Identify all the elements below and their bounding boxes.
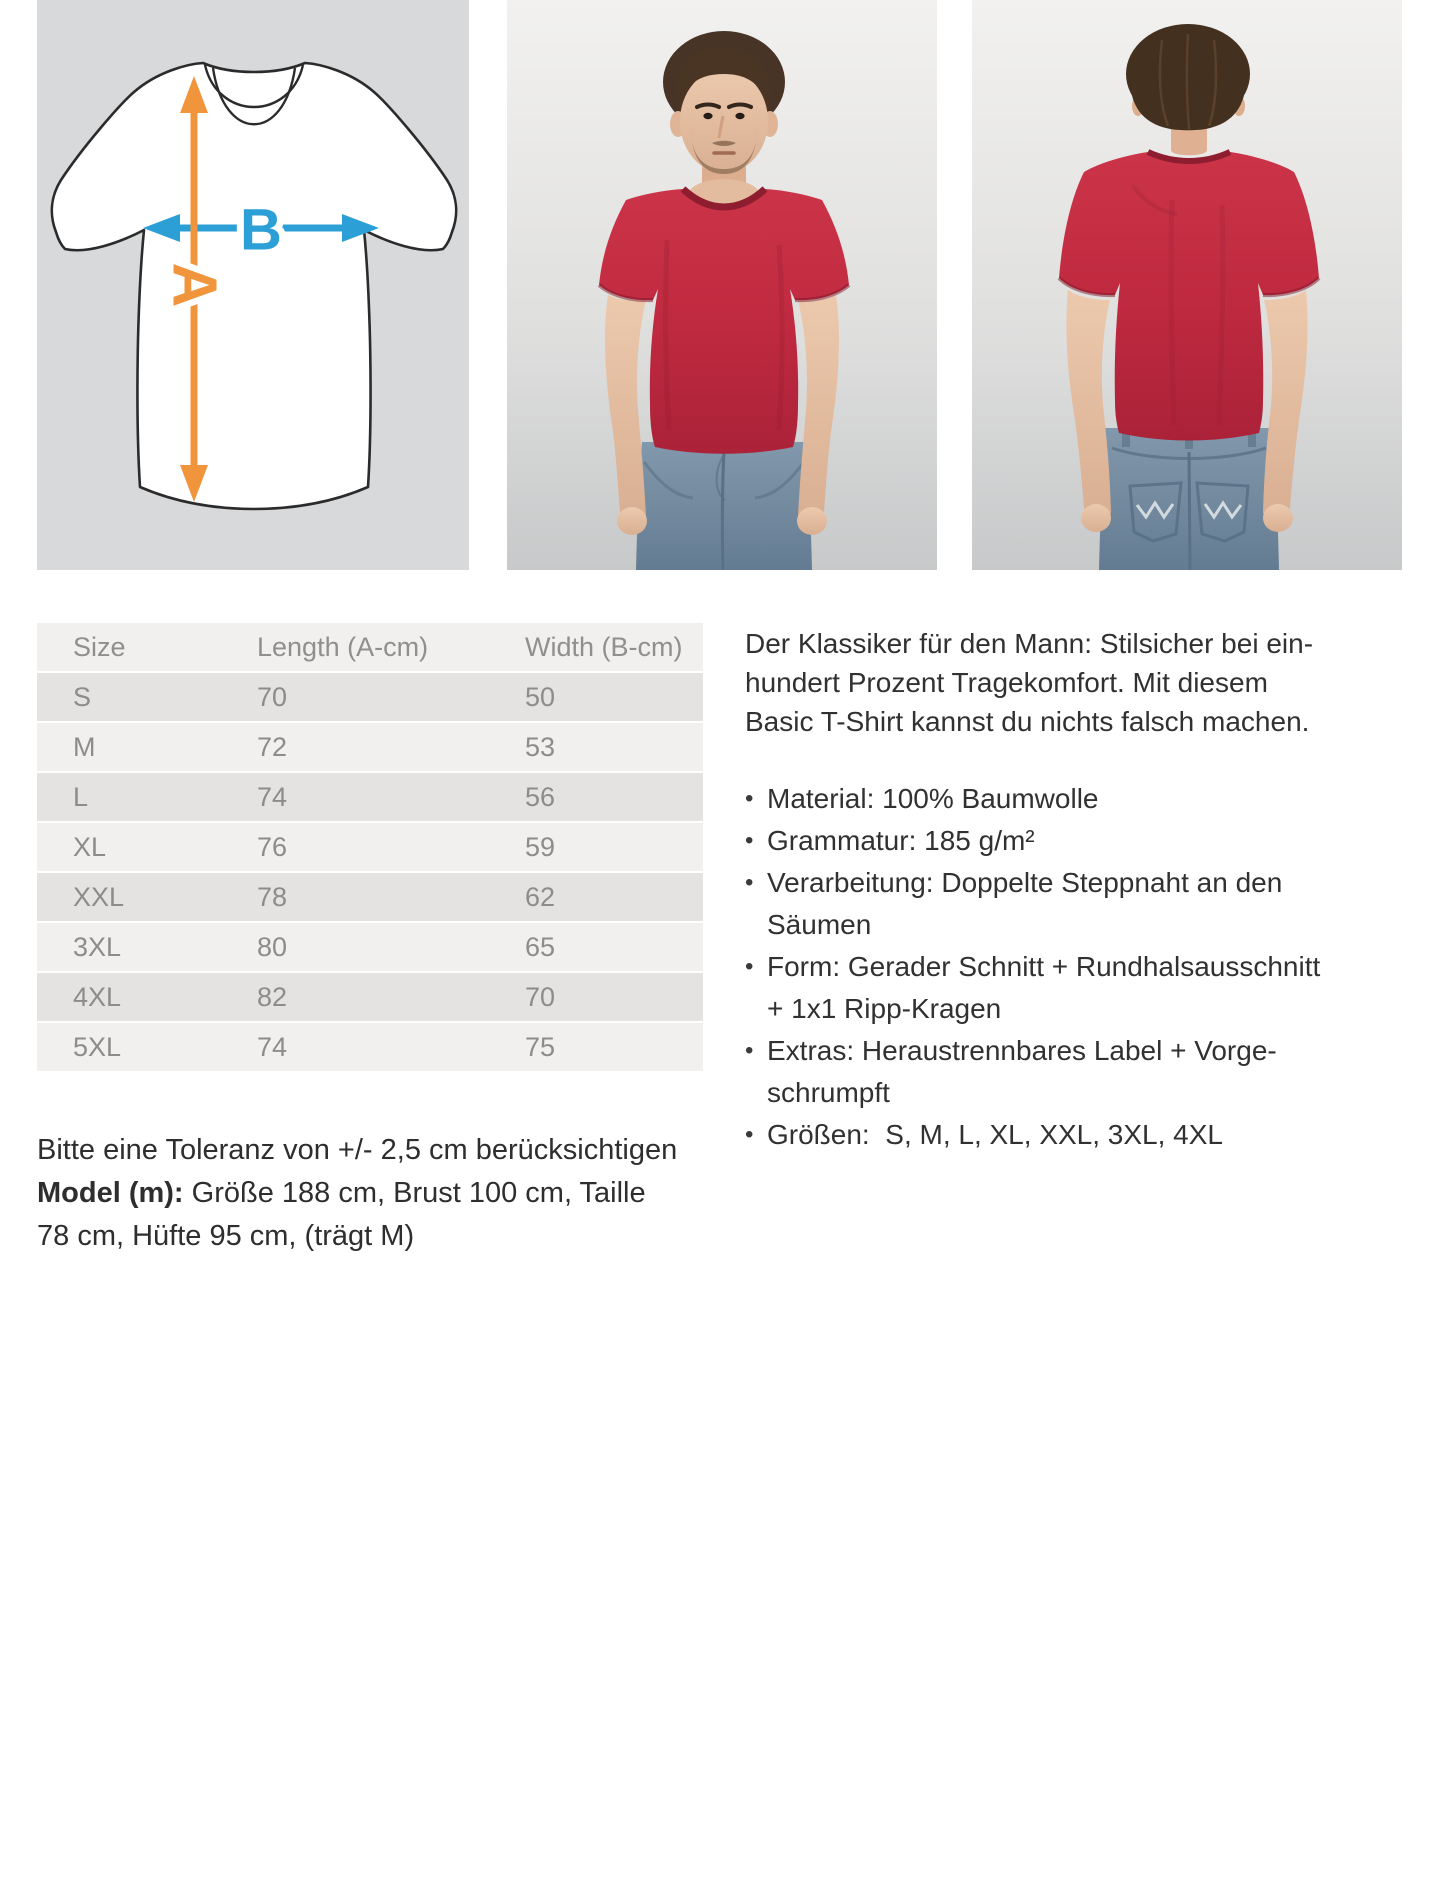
length-cell: 80 — [257, 931, 288, 962]
size-table — [37, 623, 703, 1073]
intro-line: Basic T-Shirt kannst du nichts falsch machen. — [745, 706, 1310, 737]
product-description — [745, 624, 1413, 1156]
size-cell: S — [73, 681, 92, 712]
length-cell: 74 — [257, 1031, 288, 1062]
length-cell: 70 — [257, 681, 288, 712]
jeans-back — [1099, 428, 1279, 570]
size-cell: L — [73, 781, 89, 812]
length-cell: 76 — [257, 831, 288, 862]
feature-item-verarbeitung: • Verarbeitung: Doppelte Steppnaht an den Säumen — [745, 862, 1413, 946]
feature-list — [745, 778, 1413, 1156]
model-measurements-line1: Model (m): Größe 188 cm, Brust 100 cm, Taille — [37, 1177, 646, 1209]
size-diagram-image — [37, 0, 469, 570]
table-row — [37, 923, 703, 971]
bullet-dot-icon: • — [745, 1037, 754, 1064]
product-photo-back — [972, 0, 1402, 570]
table-row — [37, 873, 703, 921]
model-measurements-line2: 78 cm, Hüfte 95 cm, (trägt M) — [37, 1220, 415, 1252]
table-row — [37, 723, 703, 771]
label-b: B — [240, 197, 282, 263]
size-cell: XL — [73, 831, 107, 862]
width-cell: 50 — [525, 681, 556, 712]
feature-item-form: • Form: Gerader Schnitt + Rundhalsausschnitt + 1x1 Ripp-Kragen — [745, 946, 1413, 1030]
header-size: Size — [73, 631, 126, 662]
table-row — [37, 1023, 703, 1071]
measurement-notes — [37, 1129, 677, 1258]
width-cell: 62 — [525, 881, 556, 912]
width-cell: 70 — [525, 981, 556, 1012]
width-cell: 59 — [525, 831, 556, 862]
intro-line: Der Klassiker für den Mann: Stilsicher bei ein- — [745, 628, 1314, 659]
bullet-dot-icon: • — [745, 785, 754, 812]
feature-item-material: • Material: 100% Baumwolle — [745, 778, 1413, 820]
label-a: A — [159, 262, 229, 308]
table-row — [37, 773, 703, 821]
header-width: Width (B-cm) — [525, 631, 683, 662]
tshirt-measurement-diagram-icon — [37, 0, 469, 570]
bullet-dot-icon: • — [745, 953, 754, 980]
description-intro — [745, 624, 1413, 741]
size-cell: XXL — [73, 881, 125, 912]
tolerance-note: Bitte eine Toleranz von +/- 2,5 cm berücksichtigen — [37, 1134, 678, 1166]
width-cell: 53 — [525, 731, 556, 762]
width-cell: 75 — [525, 1031, 556, 1062]
size-cell: 5XL — [73, 1031, 122, 1062]
length-cell: 72 — [257, 731, 288, 762]
feature-item-extras: • Extras: Heraustrennbares Label + Vorge- schrumpft — [745, 1030, 1413, 1114]
model-back-illustration — [972, 0, 1402, 570]
head-back — [1126, 24, 1250, 130]
size-cell: M — [73, 731, 96, 762]
size-cell: 3XL — [73, 931, 122, 962]
model-front-illustration — [507, 0, 937, 570]
length-cell: 82 — [257, 981, 288, 1012]
width-cell: 56 — [525, 781, 556, 812]
tshirt-outline-icon — [52, 63, 456, 509]
jeans-front — [636, 442, 812, 570]
table-row — [37, 823, 703, 871]
size-table-header-row — [37, 623, 703, 671]
width-cell: 65 — [525, 931, 556, 962]
length-cell: 78 — [257, 881, 288, 912]
feature-item-groessen: • Größen: S, M, L, XL, XXL, 3XL, 4XL — [745, 1114, 1413, 1156]
product-photo-front — [507, 0, 937, 570]
bullet-dot-icon: • — [745, 1121, 754, 1148]
table-row — [37, 673, 703, 721]
intro-line: hundert Prozent Tragekomfort. Mit diesem — [745, 667, 1268, 698]
model-label: Model (m): — [37, 1177, 184, 1209]
table-row — [37, 973, 703, 1021]
feature-item-grammatur: • Grammatur: 185 g/m² — [745, 820, 1413, 862]
bullet-dot-icon: • — [745, 827, 754, 854]
bullet-dot-icon: • — [745, 869, 754, 896]
size-cell: 4XL — [73, 981, 122, 1012]
header-length: Length (A-cm) — [257, 631, 429, 662]
length-cell: 74 — [257, 781, 288, 812]
